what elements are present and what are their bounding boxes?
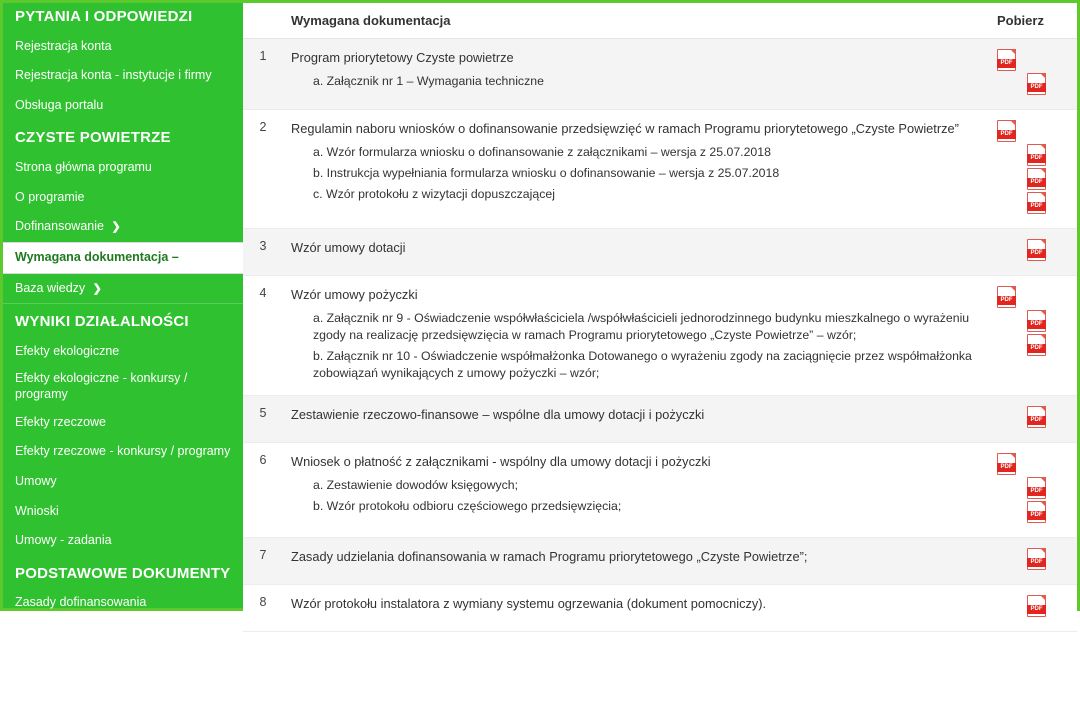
sidebar-item-rejestracja-konta[interactable] — [3, 32, 243, 62]
column-header-download: Pobierz — [989, 3, 1077, 39]
sidebar-item-label: Baza wiedzy — [15, 280, 86, 295]
download-link[interactable] — [997, 501, 1069, 525]
pdf-icon-label: PDF — [1027, 178, 1046, 187]
pdf-icon[interactable] — [1027, 192, 1046, 214]
pdf-icon[interactable] — [1027, 144, 1046, 166]
sidebar-section-title-podstawowe-dokumenty: PODSTAWOWE DOKUMENTY — [15, 564, 231, 582]
pdf-icon[interactable] — [1027, 501, 1046, 523]
row-number: 4 — [243, 276, 283, 396]
sidebar-item-label: Zasady dofinansowania — [15, 595, 147, 610]
pdf-icon[interactable] — [1027, 595, 1046, 617]
pdf-icon[interactable] — [1027, 406, 1046, 428]
pdf-icon[interactable] — [1027, 334, 1046, 356]
pdf-icon-label: PDF — [997, 296, 1016, 305]
sidebar-item-baza-wiedzy[interactable] — [3, 274, 243, 305]
sidebar-item-efekty-rzeczowe[interactable] — [3, 408, 243, 438]
list-item: b. Instrukcja wypełniania formularza wniosku o dofinansowanie – wersja z 25.07.2018 — [313, 166, 780, 181]
table-row — [243, 229, 1077, 276]
sidebar-item-label: kryteria wyboru — [15, 654, 100, 669]
list-item: c. Wzór protokołu z wizytacji dopuszczającej — [313, 187, 555, 202]
sidebar-item-o-programie[interactable] — [3, 183, 243, 213]
sidebar-item-umowy-zadania[interactable] — [3, 526, 243, 556]
pdf-icon-label: PDF — [1027, 202, 1046, 211]
sidebar-item-label: katalog kwalifikacji kosztów — [15, 684, 167, 699]
pdf-icon-label: PDF — [1027, 511, 1046, 520]
sidebar-item-label: Umowy — [15, 473, 57, 488]
sidebar-item-label: Efekty ekologiczne — [15, 343, 120, 358]
sidebar-item-label: Rejestracja konta - instytucje i firmy — [15, 68, 212, 83]
document-title: Regulamin naboru wniosków o dofinansowanie przedsięwzięć w ramach Programu priorytetowego „Czyste Powietrze” — [291, 121, 959, 136]
sidebar-item-lista-przedsiewziec[interactable] — [3, 618, 243, 648]
sidebar — [3, 3, 243, 699]
sidebar-item-label: Dofinansowanie — [15, 219, 104, 234]
table-row — [243, 396, 1077, 443]
document-subitems — [291, 70, 981, 91]
document-title: Zestawienie rzeczowo-finansowe – wspólne dla umowy dotacji i pożyczki — [291, 407, 705, 423]
pdf-icon[interactable] — [1027, 73, 1046, 95]
sidebar-item-efekty-ekologiczne-konkursy[interactable] — [3, 366, 243, 407]
row-document — [283, 110, 989, 229]
row-number: 2 — [243, 110, 283, 229]
row-document — [283, 443, 989, 538]
download-link[interactable] — [997, 453, 1069, 477]
list-item: a. Wzór formularza wniosku o dofinansowanie z załącznikami – wersja z 25.07.2018 — [313, 145, 771, 160]
documents-table — [243, 3, 1077, 632]
sidebar-item-label: Obsługa portalu — [15, 97, 104, 112]
row-downloads — [989, 110, 1077, 229]
document-title: Wzór protokołu instalatora z wymiany systemu ogrzewania (dokument pomocniczy). — [291, 596, 767, 612]
sidebar-section-title-czyste-powietrze: CZYSTE POWIETRZE — [15, 129, 171, 147]
pdf-icon[interactable] — [1027, 168, 1046, 190]
download-link[interactable] — [997, 49, 1069, 73]
table-row — [243, 443, 1077, 538]
pdf-icon-label: PDF — [1027, 83, 1046, 92]
pdf-icon[interactable] — [997, 286, 1016, 308]
row-number: 8 — [243, 585, 283, 632]
row-document — [283, 229, 989, 276]
sidebar-item-label: Wymagana dokumentacja – — [15, 249, 179, 264]
sidebar-item-label: Efekty ekologiczne - konkursy / programy — [15, 371, 188, 401]
download-link[interactable] — [997, 168, 1069, 192]
pdf-icon-label: PDF — [1027, 558, 1046, 567]
download-link[interactable] — [997, 239, 1069, 263]
pdf-icon[interactable] — [1027, 310, 1046, 332]
pdf-icon-label: PDF — [1027, 605, 1046, 614]
list-item: b. Wzór protokołu odbioru częściowego przedsięwzięcia; — [313, 499, 622, 514]
row-downloads — [989, 585, 1077, 632]
row-downloads — [989, 396, 1077, 443]
sidebar-item-rejestracja-konta-instytucje[interactable] — [3, 61, 243, 91]
download-link[interactable] — [997, 334, 1069, 358]
document-title: Wzór umowy dotacji — [291, 240, 406, 255]
sidebar-item-strona-glowna-programu[interactable] — [3, 153, 243, 183]
download-link[interactable] — [997, 477, 1069, 501]
pdf-icon-label: PDF — [1027, 320, 1046, 329]
list-item: a. Załącznik nr 1 – Wymagania techniczne — [313, 74, 544, 89]
pdf-icon-label: PDF — [1027, 154, 1046, 163]
sidebar-item-zasady-dofinansowania[interactable] — [3, 588, 243, 618]
chevron-right-icon: ❯ — [111, 221, 121, 234]
column-header-number — [243, 3, 283, 39]
sidebar-item-label: Strona główna programu — [15, 159, 152, 174]
pdf-icon-label: PDF — [997, 130, 1016, 139]
pdf-icon[interactable] — [1027, 239, 1046, 261]
pdf-icon[interactable] — [997, 120, 1016, 142]
download-link[interactable] — [997, 192, 1069, 216]
sidebar-item-katalog-kwalifikacji-kosztow[interactable] — [3, 677, 243, 707]
row-downloads — [989, 39, 1077, 110]
sidebar-item-dofinansowanie[interactable] — [3, 212, 243, 242]
download-link[interactable] — [997, 120, 1069, 144]
table-row — [243, 110, 1077, 229]
sidebar-section-title-wyniki-dzialalnosci: WYNIKI DZIAŁALNOŚCI — [15, 313, 189, 331]
column-header-document: Wymagana dokumentacja — [283, 3, 989, 39]
list-item: a. Załącznik nr 9 - Oświadczenie współwłaściciela /współwłaścicieli jednorodzinnego budynku mieszkalnego o wyrażeniu zgody na realizację przedsięwzięcia w ramach Programu priorytetowego „Czyste Powietrze” – wzór; — [313, 311, 970, 343]
pdf-icon-label: PDF — [1027, 344, 1046, 353]
download-link[interactable] — [997, 595, 1069, 619]
table-header — [243, 3, 1077, 39]
download-link[interactable] — [997, 310, 1069, 334]
pdf-icon-label: PDF — [1027, 487, 1046, 496]
row-number: 1 — [243, 39, 283, 110]
row-number: 3 — [243, 229, 283, 276]
row-number: 7 — [243, 538, 283, 585]
download-link[interactable] — [997, 406, 1069, 430]
sidebar-item-label: Efekty rzeczowe - konkursy / programy — [15, 444, 231, 459]
pdf-icon[interactable] — [997, 453, 1016, 475]
sidebar-item-efekty-ekologiczne[interactable] — [3, 337, 243, 367]
sidebar-item-kryteria-wyboru[interactable] — [3, 648, 243, 678]
sidebar-item-label: Wnioski — [15, 503, 59, 518]
row-document — [283, 585, 989, 632]
document-subitems — [291, 307, 981, 383]
sidebar-item-wymagana-dokumentacja[interactable] — [3, 242, 243, 274]
sidebar-item-wnioski[interactable] — [3, 497, 243, 527]
row-document — [283, 538, 989, 585]
pdf-icon-label: PDF — [997, 59, 1016, 68]
main-content — [243, 3, 1077, 613]
download-link[interactable] — [997, 286, 1069, 310]
table-row — [243, 585, 1077, 632]
row-document — [283, 39, 989, 110]
list-item: b. Załącznik nr 10 - Oświadczenie współmałżonka Dotowanego o wyrażeniu zgody na zaciągnięcie przez współmałżonka zobowiązań wynikających z umowy pożyczki – wzór; — [313, 349, 972, 381]
sidebar-item-label: Efekty rzeczowe — [15, 414, 107, 429]
pdf-icon[interactable] — [1027, 477, 1046, 499]
document-subitems — [291, 474, 981, 516]
sidebar-item-label: Umowy - zadania — [15, 533, 112, 548]
table-row — [243, 39, 1077, 110]
table-row — [243, 276, 1077, 396]
sidebar-section-title-pytania: PYTANIA I ODPOWIEDZI — [15, 8, 193, 25]
list-item: a. Zestawienie dowodów księgowych; — [313, 478, 519, 493]
download-link[interactable] — [997, 144, 1069, 168]
pdf-icon[interactable] — [1027, 548, 1046, 570]
sidebar-item-umowy[interactable] — [3, 467, 243, 497]
sidebar-item-label: Lista przedsięwzięć priorytetowych — [15, 624, 208, 639]
document-title: Zasady udzielania dofinansowania w ramach Programu priorytetowego „Czyste Powietrze”; — [291, 549, 808, 565]
document-title: Wzór umowy pożyczki — [291, 287, 418, 302]
download-link[interactable] — [997, 548, 1069, 572]
document-title: Wniosek o płatność z załącznikami - wspólny dla umowy dotacji i pożyczki — [291, 454, 711, 470]
chevron-right-icon: ❯ — [92, 282, 102, 295]
pdf-icon-label: PDF — [1027, 249, 1046, 258]
sidebar-item-obsluga-portalu[interactable] — [3, 91, 243, 121]
sidebar-item-label: O programie — [15, 189, 85, 204]
row-document — [283, 276, 989, 396]
pdf-icon-label: PDF — [1027, 416, 1046, 425]
sidebar-item-efekty-rzeczowe-konkursy[interactable] — [3, 437, 243, 467]
row-downloads — [989, 443, 1077, 538]
document-subitems — [291, 141, 981, 204]
document-title: Program priorytetowy Czyste powietrze — [291, 50, 514, 65]
row-downloads — [989, 538, 1077, 585]
table-row — [243, 538, 1077, 585]
pdf-icon[interactable] — [997, 49, 1016, 71]
row-downloads — [989, 229, 1077, 276]
row-number: 6 — [243, 443, 283, 538]
download-link[interactable] — [997, 73, 1069, 97]
row-document — [283, 396, 989, 443]
sidebar-item-label: Rejestracja konta — [15, 38, 112, 53]
pdf-icon-label: PDF — [997, 463, 1016, 472]
row-number: 5 — [243, 396, 283, 443]
row-downloads — [989, 276, 1077, 396]
